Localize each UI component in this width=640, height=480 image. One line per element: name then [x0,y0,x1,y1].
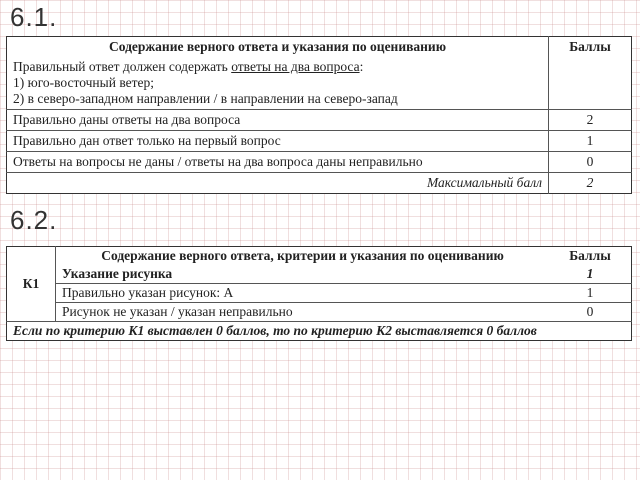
criterion-max-score: 1 [586,266,594,281]
max-score-label: Максимальный балл [7,173,549,194]
criterion-note: Если по критерию К1 выставлен 0 баллов, то по критерию К2 выставляется 0 баллов [7,322,632,341]
criterion-row-text: Рисунок не указан / указан неправильно [56,303,550,322]
answer-intro-suffix: : [359,59,364,74]
criterion-row-score: 1 [549,131,632,152]
criterion-row-score: 0 [549,152,632,173]
criterion-code: К1 [7,247,56,322]
criterion-row-text: Правильно даны ответы на два вопроса [7,110,549,131]
answer-description [7,57,549,110]
scoring-table-6-2 [6,246,632,341]
criterion-row-text: Правильно указан рисунок: А [56,284,550,303]
criterion-row-text: Правильно дан ответ только на первый вопрос [7,131,549,152]
criterion-row-score: 2 [549,110,632,131]
answer-score-empty [549,57,632,110]
section-number-6-1: 6.1. [10,2,58,32]
answer-intro-prefix: Правильный ответ должен содержать [13,59,232,74]
header-content: Содержание верного ответа, критерии и указания по оцениванию [101,248,504,263]
header-content: Содержание верного ответа и указания по оцениванию [108,39,447,54]
criterion-row-text: Ответы на вопросы не даны / ответы на два вопроса даны неправильно [7,152,549,173]
answer-line-2: 2) в северо-западном направлении / в направлении на северо-запад [13,91,398,106]
header-score: Баллы [569,248,611,263]
answer-intro-underlined: ответы на два вопроса [231,59,360,74]
scoring-table-6-1 [6,36,632,194]
section-number-6-2: 6.2. [10,205,58,235]
criterion-row-score: 0 [549,303,632,322]
criterion-title: Указание рисунка [62,266,173,281]
max-score-value: 2 [549,173,632,194]
answer-line-1: 1) юго-восточный ветер; [13,75,154,90]
criterion-row-score: 1 [549,284,632,303]
header-score: Баллы [549,37,632,58]
